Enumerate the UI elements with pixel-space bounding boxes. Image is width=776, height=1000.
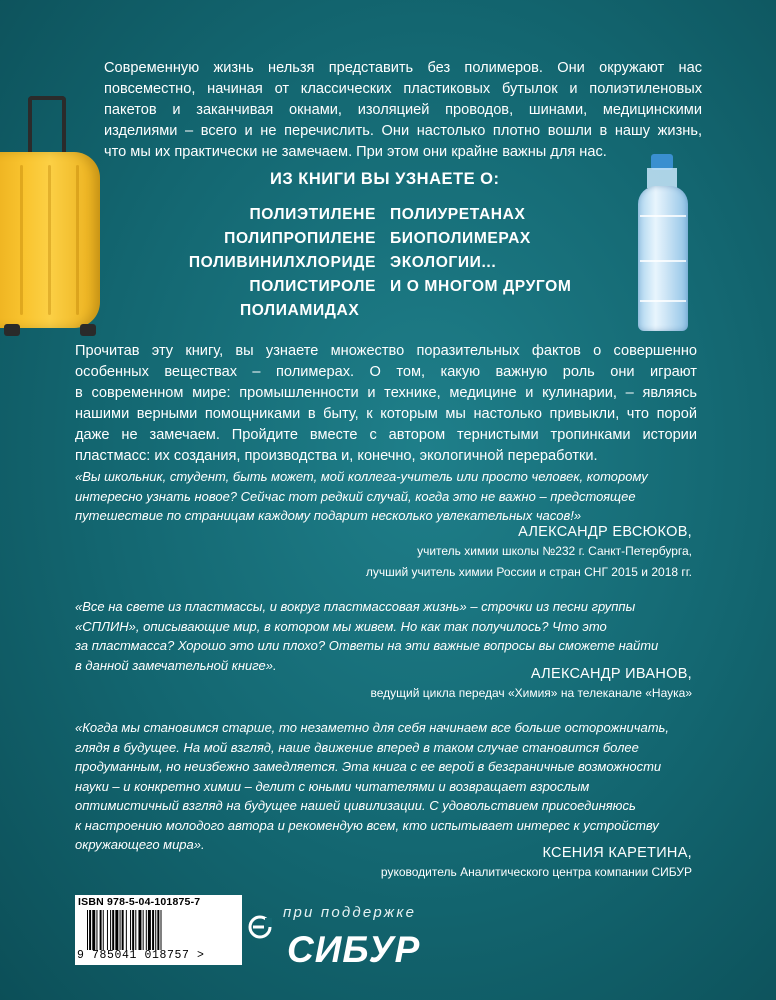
quote-line: «Вы школьник, студент, быть может, мой коллега-учитель или просто человек, которому — [75, 469, 648, 484]
role-line: руководитель Аналитического центра компании СИБУР — [380, 865, 692, 879]
body-line: пластмасс: их создания, производства и, конечно, экологичной переработки. — [75, 448, 598, 464]
intro-line: что мы их практически не замечаем. При этом они крайне важны для нас. — [104, 144, 607, 160]
quote-line: оптимистичный взгляд на будущее нашей цивилизации. С удовольствием присоединяюсь — [75, 798, 636, 813]
topic-item: ПОЛИЭТИЛЕНЕ — [249, 206, 376, 223]
quote-line: в данной замечательной книге». — [75, 657, 277, 673]
bottle-ring — [640, 215, 686, 217]
quote-line: «Когда мы становимся старше, то незаметно для себя начинаем все больше осторожничать, — [75, 720, 670, 735]
publisher-logo-icon — [248, 915, 272, 939]
suitcase-rib — [76, 165, 79, 315]
quote-karetina — [75, 718, 700, 855]
author-role — [381, 862, 692, 883]
role-line: лучший учитель химии России и стран СНГ 2015 и 2018 гг. — [365, 565, 692, 579]
bottle-neck — [647, 168, 677, 188]
quote-line: интересно узнать новое? Сейчас тот редкий случай, когда это не важно – предстоящее — [75, 488, 636, 504]
intro-line: Современную жизнь нельзя представить без полимеров. Они окружают нас — [104, 60, 702, 76]
topics-left-column — [160, 203, 376, 299]
quote-author: АЛЕКСАНДР ИВАНОВ, — [530, 666, 692, 682]
topic-item: ПОЛИВИНИЛХЛОРИДЕ — [188, 254, 376, 271]
topics-heading: ИЗ КНИГИ ВЫ УЗНАЕТЕ О: — [270, 170, 500, 188]
quote-line: за пластмасса? Хорошо это или плохо? Ответы на эти важные вопросы вы сможете найти — [75, 638, 659, 653]
water-bottle-image — [638, 186, 688, 331]
body-line: в современном мире: промышленности и технике, медицине и кулинарии, – являясь — [75, 385, 697, 401]
body-line: нашими верными помощниками в быту, к которым мы настолько привыкли, что порой — [75, 406, 697, 422]
topic-item: ПОЛИУРЕТАНАХ — [390, 206, 526, 223]
barcode-bars — [87, 910, 237, 950]
role-line: учитель химии школы №232 г. Санкт-Петербурга, — [417, 544, 692, 558]
quote-line: «Все на свете из пластмассы, и вокруг пластмассовая жизнь» – строчки из песни группы — [75, 599, 636, 614]
support-label: при поддержке — [283, 904, 417, 921]
intro-paragraph — [104, 58, 702, 163]
suitcase-wheel — [4, 324, 20, 336]
bottle-ring — [640, 260, 686, 262]
quote-ivanov — [75, 597, 695, 675]
quote-line: путешествие по страницам каждому подарит несколько увлекательных часов!» — [75, 508, 582, 523]
topics-right-column — [390, 203, 620, 299]
topic-item: ЭКОЛОГИИ... — [390, 254, 497, 271]
barcode — [75, 895, 242, 965]
intro-line: пакетов и заканчивая окнами, изоляцией проводов, шинами, медицинскими — [104, 102, 702, 118]
topic-item: И О МНОГОМ ДРУГОМ — [390, 278, 572, 295]
body-line: особенных веществах – полимерах. О том, какую важную роль они играют — [75, 364, 697, 380]
author-role — [370, 683, 692, 704]
sibur-logo: СИБУР — [287, 929, 421, 970]
quote-author: АЛЕКСАНДР ЕВСЮКОВ, — [518, 524, 692, 540]
topic-item: ПОЛИСТИРОЛЕ — [249, 278, 376, 295]
body-paragraph — [75, 341, 697, 467]
topic-item-center: ПОЛИАМИДАХ — [240, 302, 360, 319]
quote-line: «СПЛИН», описывающие мир, в котором мы живем. Но как так получилось? Что это — [75, 618, 607, 634]
role-line: ведущий цикла передач «Химия» на телеканале «Наука» — [370, 686, 692, 700]
quote-evsyukov — [75, 467, 695, 526]
quote-line: к настроению молодого автора и рекомендую всем, кто испытывает интерес к устройству — [75, 817, 659, 833]
quote-line: продуманным, но неизбежно замедляется. Эта книга с ее верой в безграничные возможности — [75, 759, 662, 774]
isbn-text: ISBN 978-5-04-101875-7 — [78, 896, 201, 908]
quote-line: науки – и конкретно химии – делит с юными читателями и возвращает взрослым — [75, 778, 590, 794]
intro-line: изделиями – всего и не перечислить. Они настолько плотно вошли в нашу жизнь, — [104, 123, 702, 139]
quote-author: КСЕНИЯ КАРЕТИНА, — [542, 845, 692, 861]
barcode-digits: 9 785041 018757 > — [77, 949, 205, 962]
bottle-ring — [640, 300, 686, 302]
body-line: Прочитав эту книгу, вы узнаете множество поразительных фактов о совершенно — [75, 343, 697, 359]
author-role — [366, 541, 692, 583]
quote-line: глядя в будущее. На мой взгляд, наше движение вперед в таком случае становится более — [75, 739, 639, 755]
topic-item: БИОПОЛИМЕРАХ — [390, 230, 531, 247]
quote-line: окружающего мира». — [75, 837, 205, 852]
body-line: даже не замечаем. Пройдите вместе с автором тернистыми тропинками истории — [75, 427, 697, 443]
suitcase-wheel — [80, 324, 96, 336]
suitcase-rib — [20, 165, 23, 315]
topic-item: ПОЛИПРОПИЛЕНЕ — [224, 230, 376, 247]
intro-line: повсеместно, начиная от классических пластиковых бутылок и полиэтиленовых — [104, 81, 702, 97]
suitcase-rib — [48, 165, 51, 315]
